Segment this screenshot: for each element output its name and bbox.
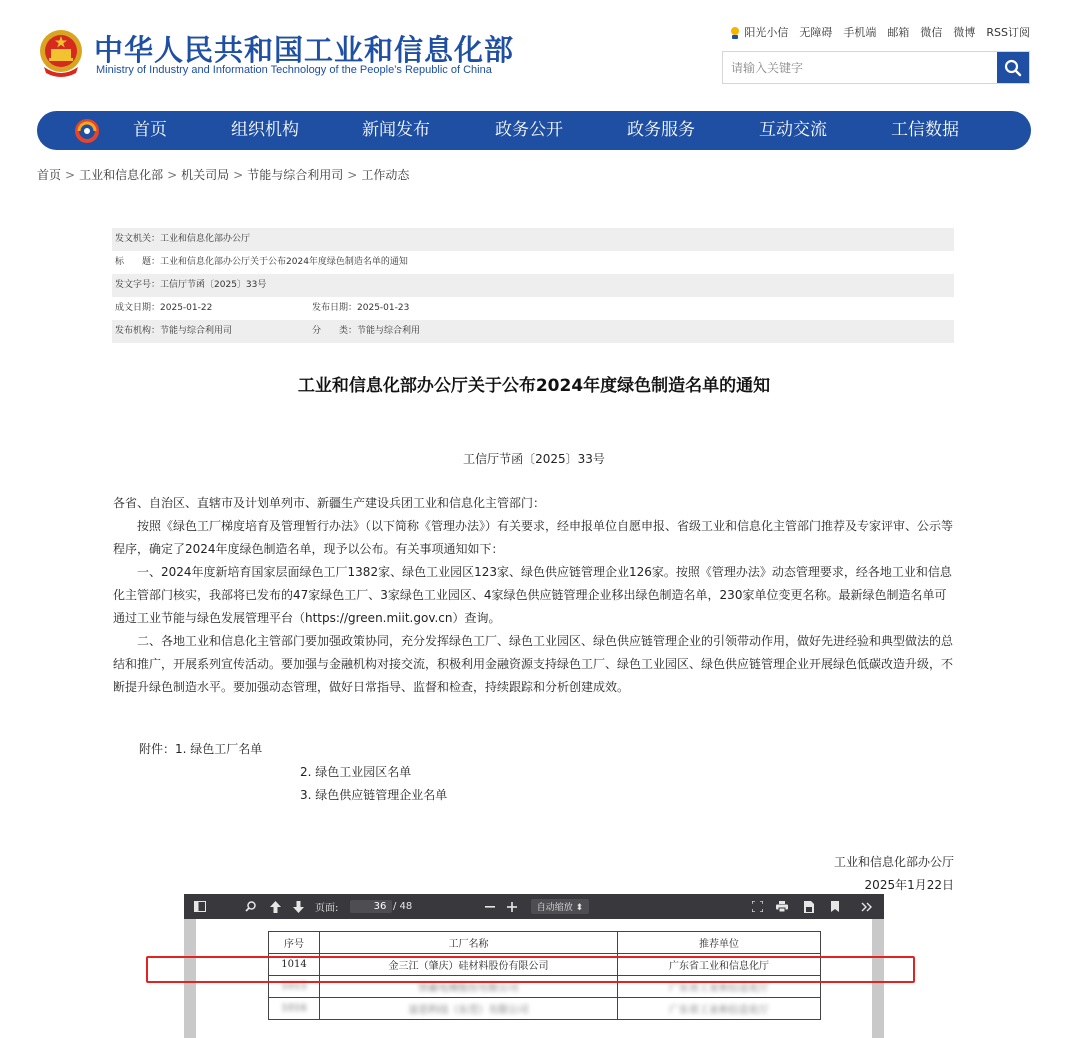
fullscreen-icon — [752, 901, 763, 912]
search-icon — [245, 901, 256, 912]
nav-item-data[interactable]: 工信数据 — [891, 120, 959, 140]
meta-value: 2025-01-23 — [357, 303, 410, 313]
paragraph-one: 一、2024年度新培育国家层面绿色工厂1382家、绿色工业园区123家、绿色供应链管理企业126家。按照《管理办法》动态管理要求，经各地工业和信息化主管部门核实，我部将已发布的47家绿色工厂、3家绿色工业园区、4家绿色供应链管理企业移出绿色制造名单，230家单位变更名称。最新绿色制造名单可通过工业节能与绿色发展管理平台（https://green.miit.gov.cn）查询。 — [113, 565, 952, 625]
mailbox-link[interactable]: 邮箱 — [887, 26, 910, 39]
meta-value: 节能与综合利用 — [357, 326, 421, 336]
arrow-down-icon — [293, 901, 304, 913]
breadcrumb-departments[interactable]: 机关司局 — [181, 168, 230, 182]
meta-value: 节能与综合利用司 — [160, 326, 233, 336]
breadcrumb — [37, 166, 409, 183]
search-box — [722, 51, 1030, 84]
minus-icon — [485, 906, 495, 908]
meta-row-docno — [112, 274, 954, 297]
column-header-recommender: 推荐单位 — [618, 932, 821, 954]
sidebar-toggle-button[interactable] — [192, 894, 208, 919]
signer: 工业和信息化部办公厅 — [833, 855, 954, 869]
accessibility-link[interactable]: 无障碍 — [799, 26, 833, 39]
nav-item-public-affairs[interactable]: 政务公开 — [495, 120, 563, 140]
row-factory: 富思科技（东莞）有限公司 — [320, 998, 618, 1020]
nav-item-interaction[interactable]: 互动交流 — [759, 120, 827, 140]
mobile-link[interactable]: 手机端 — [843, 26, 877, 39]
breadcrumb-separator: > — [347, 168, 358, 182]
page-label: 页面: — [315, 903, 339, 914]
sunshine-icon — [729, 26, 741, 40]
meta-value: 工业和信息化部办公厅 — [160, 234, 251, 244]
plus-icon — [507, 902, 517, 912]
national-emblem-icon — [36, 27, 86, 79]
meta-label: 发文机关： — [115, 234, 161, 244]
save-icon — [804, 901, 814, 913]
row-index: 1014 — [269, 954, 320, 976]
breadcrumb-ministry[interactable]: 工业和信息化部 — [79, 168, 164, 182]
meta-value: 工信厅节函〔2025〕33号 — [160, 280, 267, 290]
sidebar-toggle-icon — [194, 901, 206, 912]
meta-row-title — [112, 251, 954, 274]
table-header-row — [269, 932, 821, 954]
sign-date: 2025年1月22日 — [864, 878, 954, 892]
meta-category — [312, 320, 420, 343]
row-recommender: 广东省工业和信息化厅 — [618, 954, 821, 976]
breadcrumb-current[interactable]: 工作动态 — [361, 168, 410, 182]
breadcrumb-department[interactable]: 节能与综合利用司 — [247, 168, 344, 182]
paragraph-two: 二、各地工业和信息化主管部门要加强政策协同，充分发挥绿色工厂、绿色工业园区、绿色供应链管理企业的引领带动作用，做好先进经验和典型做法的总结和推广，开展系列宣传活动。要加强与金融机构对接交流，积极利用金融资源支持绿色工厂、绿色工业园区、绿色供应链管理企业开展绿色低碳改造升级，不断提升绿色制造水平。要加强动态管理，做好日常指导、监督和检查，持续跟踪和分析创建成效。 — [113, 634, 954, 694]
document-metadata — [112, 228, 954, 343]
bookmark-icon — [831, 901, 839, 912]
previous-page-button[interactable] — [267, 894, 283, 919]
document-number: 工信厅节函〔2025〕33号 — [463, 452, 605, 466]
paragraph-intro: 按照《绿色工厂梯度培育及管理暂行办法》（以下简称《管理办法》）有关要求，经申报单位自愿申报、省级工业和信息化主管部门推荐及专家评审、公示等程序，确定了2024年度绿色制造名单，现予以公布。有关事项通知如下： — [113, 519, 954, 556]
meta-value: 2025-01-22 — [160, 303, 213, 313]
bookmark-button[interactable] — [827, 894, 843, 919]
meta-published — [312, 297, 409, 320]
row-factory: 金三江（肇庆）硅材料股份有限公司 — [320, 954, 618, 976]
page-total: / 48 — [393, 901, 413, 912]
site-header — [0, 0, 1080, 110]
more-tools-button[interactable] — [858, 894, 876, 919]
column-header-index: 序号 — [269, 932, 320, 954]
zoom-select[interactable] — [527, 894, 593, 919]
breadcrumb-home[interactable]: 首页 — [37, 168, 62, 182]
zoom-select-value — [531, 899, 589, 914]
breadcrumb-separator: > — [167, 168, 178, 182]
meta-label: 分 类： — [312, 326, 358, 336]
zoom-out-button[interactable] — [483, 894, 497, 919]
weibo-link[interactable]: 微博 — [953, 26, 976, 39]
main-nav — [37, 111, 1031, 150]
meta-label: 发文字号： — [115, 280, 161, 290]
miit-logo-icon — [75, 119, 99, 143]
meta-label: 标 题： — [115, 257, 161, 267]
row-factory: 快霸电梯股份有限公司 — [320, 976, 618, 998]
page-number-value: 36 — [350, 900, 393, 913]
nav-item-news[interactable]: 新闻发布 — [362, 120, 430, 140]
pdf-toolbar — [184, 894, 884, 919]
row-index: 1016 — [269, 998, 320, 1020]
highlight-box — [146, 956, 915, 983]
next-page-button[interactable] — [290, 894, 306, 919]
search-input[interactable] — [723, 52, 999, 83]
attachment-1[interactable]: 附件：1. 绿色工厂名单 — [139, 742, 263, 756]
double-chevron-right-icon — [861, 902, 873, 912]
sunshine-link[interactable] — [729, 24, 788, 40]
rss-link[interactable]: RSS订阅 — [986, 26, 1030, 39]
document-body — [113, 492, 955, 699]
document-title: 工业和信息化部办公厅关于公布2024年度绿色制造名单的通知 — [297, 376, 771, 396]
meta-row-dates — [112, 297, 954, 320]
column-header-factory: 工厂名称 — [320, 932, 618, 954]
meta-label: 发布机构： — [115, 326, 161, 336]
search-button[interactable] — [997, 52, 1029, 83]
addressee: 各省、自治区、直辖市及计划单列市、新疆生产建设兵团工业和信息化主管部门： — [113, 496, 546, 510]
download-button[interactable] — [801, 894, 817, 919]
nav-item-services[interactable]: 政务服务 — [627, 120, 695, 140]
page-number-input[interactable] — [350, 894, 392, 919]
breadcrumb-separator: > — [65, 168, 76, 182]
meta-value: 工业和信息化部办公厅关于公布2024年度绿色制造名单的通知 — [160, 257, 408, 267]
row-index: 1015 — [269, 976, 320, 998]
chevron-updown-icon: ⬍ — [575, 903, 584, 913]
nav-item-organization[interactable]: 组织机构 — [231, 120, 299, 140]
zoom-value: 自动缩放 — [536, 903, 573, 913]
wechat-link[interactable]: 微信 — [920, 26, 943, 39]
print-button[interactable] — [774, 894, 790, 919]
breadcrumb-separator: > — [233, 168, 244, 182]
presentation-mode-button[interactable] — [749, 894, 765, 919]
attachment-3[interactable]: 3. 绿色供应链管理企业名单 — [300, 788, 448, 802]
nav-item-home[interactable]: 首页 — [133, 120, 167, 140]
zoom-in-button[interactable] — [505, 894, 519, 919]
find-button[interactable] — [242, 894, 258, 919]
attachment-2[interactable]: 2. 绿色工业园区名单 — [300, 765, 412, 779]
arrow-up-icon — [270, 901, 281, 913]
meta-row-issuer — [112, 228, 954, 251]
top-links — [729, 24, 1030, 40]
search-icon — [1004, 59, 1022, 77]
site-title[interactable]: 中华人民共和国工业和信息化部 — [94, 33, 515, 67]
toplink-label: 阳光小信 — [744, 26, 789, 39]
table-row — [269, 998, 821, 1020]
print-icon — [776, 901, 788, 912]
meta-label: 发布日期： — [312, 303, 358, 313]
site-title-english: Ministry of Industry and Information Technology of the People’s Republic of China — [96, 64, 492, 76]
meta-label: 成文日期： — [115, 303, 161, 313]
row-recommender: 广东省工业和信息化厅 — [618, 998, 821, 1020]
row-recommender: 广东省工业和信息化厅 — [618, 976, 821, 998]
meta-row-org — [112, 320, 954, 343]
